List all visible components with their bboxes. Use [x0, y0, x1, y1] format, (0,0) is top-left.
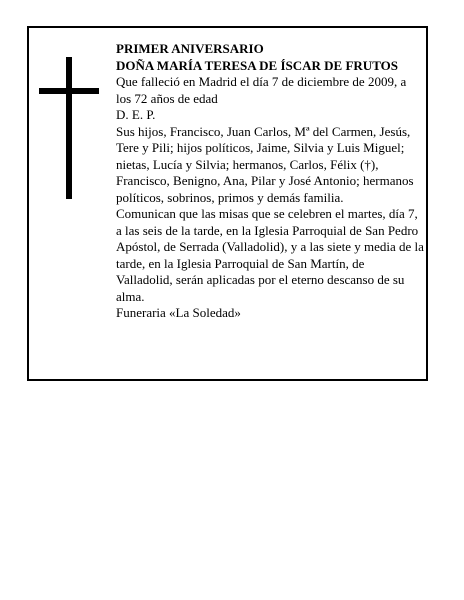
obituary-notice — [27, 26, 428, 381]
notice-body — [116, 41, 424, 322]
deceased-name: DOÑA MARÍA TERESA DE ÍSCAR DE FRUTOS — [116, 57, 398, 73]
cross-vertical-bar — [66, 57, 72, 199]
notice-heading: PRIMER ANIVERSARIO — [116, 41, 264, 56]
masses-announcement: Comunican que las misas que se celebren el martes, día 7, a las seis de la tarde, en la Iglesia Parroquial de San Pedro Apóstol, de Serrada (Valladolid), y a las siete y media de la tarde, en la Iglesia Parroquial de San Martín, de Valladolid, serán aplicadas por el eterno descanso de su alma. — [116, 206, 424, 304]
funeral-home: Funeraria «La Soledad» — [116, 305, 241, 320]
death-info: Que falleció en Madrid el día 7 de diciembre de 2009, a los 72 años de edad — [116, 74, 407, 106]
cross-horizontal-bar — [39, 88, 99, 94]
family-list: Sus hijos, Francisco, Juan Carlos, Mª del Carmen, Jesús, Tere y Pili; hijos políticos, Jaime, Silvia y Luis Miguel; nietas, Lucía y Silvia; hermanos, Carlos, Félix (†), Francisco, Benigno, Ana, Pilar y José Antonio; hermanos políticos, sobrinos, primos y demás familia. — [116, 123, 414, 205]
latin-cross-icon — [39, 57, 99, 199]
dep-line: D. E. P. — [116, 107, 156, 122]
